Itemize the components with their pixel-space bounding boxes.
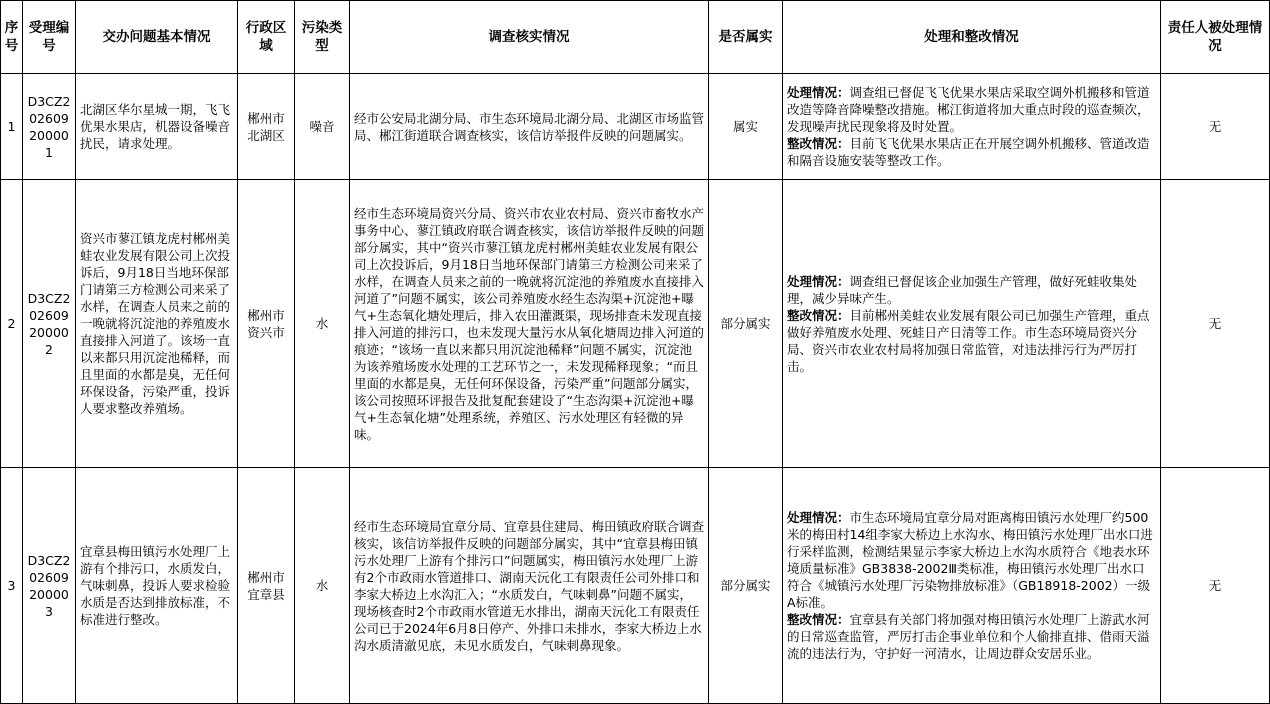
handling-text: 市生态环境局宜章分局对距离梅田镇污水处理厂约500米的梅田村14组李家大桥边上水沟水、梅田镇污水处理厂出水口进行采样监测，检测结果显示李家大桥边上水沟水质符合《地表水环境质量标准》GB3838-2002Ⅲ类标准，梅田镇污水处理厂出水口符合《城镇污水处理厂污染物排放标准》（GB18918-2002）一级A标准。 xyxy=(787,510,1153,610)
row-id: D3CZ202609200001 xyxy=(23,74,76,180)
row-seq: 1 xyxy=(1,74,23,180)
row-accountability: 无 xyxy=(1161,74,1270,180)
row-type: 水 xyxy=(295,468,350,704)
rectify-text: 宜章县有关部门将加强对梅田镇污水处理厂上游武水河的日常巡查监管，严厉打击企事业单位和个人偷排直排、借雨天溢流的违法行为，守护好一河清水，让周边群众安居乐业。 xyxy=(787,612,1150,661)
row-verified: 部分属实 xyxy=(709,468,783,704)
row-accountability: 无 xyxy=(1161,180,1270,468)
row-accountability: 无 xyxy=(1161,468,1270,704)
row-id: D3CZ202609200003 xyxy=(23,468,76,704)
row-id: D3CZ202609200002 xyxy=(23,180,76,468)
rectify-text: 目前郴州美蛙农业发展有限公司已加强生产管理，重点做好养殖废水处理、死蛙日产日清等工作。市生态环境局资兴分局、资兴市农业农村局将加强日常监管，对违法排污行为严厉打击。 xyxy=(787,307,1150,374)
row-region: 郴州市资兴市 xyxy=(238,180,295,468)
row-issue: 北湖区华尔星城一期，飞飞优果水果店，机器设备噪音扰民，请求处理。 xyxy=(76,74,238,180)
handling-label: 处理情况： xyxy=(787,510,850,525)
header-type: 污染类型 xyxy=(295,1,350,74)
handling-label: 处理情况： xyxy=(787,273,850,289)
row-issue: 宜章县梅田镇污水处理厂上游有个排污口，水质发白，气味刺鼻，投诉人要求检验水质是否达到排放标准，不标准进行整改。 xyxy=(76,468,238,704)
header-region: 行政区域 xyxy=(238,1,295,74)
rectify-label: 整改情况： xyxy=(787,612,850,627)
header-handling: 处理和整改情况 xyxy=(783,1,1161,74)
row-seq: 2 xyxy=(1,180,23,468)
row-investigation: 经市公安局北湖分局、市生态环境局北湖分局、北湖区市场监管局、郴江街道联合调查核实，该信访举报件反映的问题属实。 xyxy=(350,74,709,180)
table-row xyxy=(1,180,1270,468)
row-region: 郴州市宜章县 xyxy=(238,468,295,704)
handling-text: 调查组已督促飞飞优果水果店采取空调外机搬移和管道改造等降音降噪整改措施。郴江街道将加大重点时段的巡查频次，发现噪声扰民现象将及时处置。 xyxy=(787,85,1150,134)
header-seq: 序号 xyxy=(1,1,23,74)
row-issue: 资兴市蓼江镇龙虎村郴州美蛙农业发展有限公司上次投诉后，9月18日当地环保部门请第三方检测公司来采了水样，在调查人员来之前的一晚就将沉淀池的养殖废水直接排入河道了。该场一直以来都只用沉淀池稀释，而且里面的水都是臭，无任何环保设备，污染严重，投诉人要求整改养殖场。 xyxy=(76,180,238,468)
rectify-text: 目前飞飞优果水果店正在开展空调外机搬移、管道改造和隔音设施安装等整改工作。 xyxy=(787,136,1150,168)
row-region: 郴州市北湖区 xyxy=(238,74,295,180)
header-investigation: 调查核实情况 xyxy=(350,1,709,74)
row-verified: 属实 xyxy=(709,74,783,180)
header-verified: 是否属实 xyxy=(709,1,783,74)
row-investigation: 经市生态环境局宜章分局、宜章县住建局、梅田镇政府联合调查核实，该信访举报件反映的问题部分属实，其中“宜章县梅田镇污水处理厂上游有个排污口”问题属实，梅田镇污水处理厂上游有2个市政雨水管道排口、湖南天沅化工有限责任公司外排口和李家大桥边上水沟汇入；“水质发白，气味刺鼻”问题不属实，现场核查时2个市政雨水管道无水排出，湖南天沅化工有限责任公司已于2024年6月8日停产、外排口未排水，李家大桥边上水沟水质清澈见底，未见水质发白，气味刺鼻现象。 xyxy=(350,468,709,704)
row-seq: 3 xyxy=(1,468,23,704)
table-row xyxy=(1,468,1270,704)
table-row xyxy=(1,74,1270,180)
handling-text: 调查组已督促该企业加强生产管理，做好死蛙收集处理，减少异味产生。 xyxy=(787,273,1138,306)
row-handling xyxy=(783,74,1161,180)
header-accountability: 责任人被处理情况 xyxy=(1161,1,1270,74)
handling-label: 处理情况： xyxy=(787,85,850,100)
rectify-label: 整改情况： xyxy=(787,307,850,323)
row-type: 水 xyxy=(295,180,350,468)
row-handling xyxy=(783,180,1161,468)
row-handling xyxy=(783,468,1161,704)
row-investigation: 经市生态环境局资兴分局、资兴市农业农村局、资兴市畜牧水产事务中心、蓼江镇政府联合调查核实，该信访举报件反映的问题部分属实，其中“资兴市蓼江镇龙虎村郴州美蛙农业发展有限公司上次投诉后，9月18日当地环保部门请第三方检测公司来采了水样，在调查人员来之前的一晚就将沉淀池的养殖废水直接排入河道了”问题不属实，该公司养殖废水经生态沟渠+沉淀池+曝气+生态氧化塘处理后，排入农田灌溉渠，现场排查未发现直接排入河道的排污口，也未发现大量污水从氧化塘周边排入河道的痕迹；“该场一直以来都只用沉淀池稀释”问题不属实，沉淀池为该养殖场废水处理的工艺环节之一，未发现稀释现象；“而且里面的水都是臭，无任何环保设备，污染严重”问题部分属实，该公司按照环评报告及批复配套建设了“生态沟渠+沉淀池+曝气+生态氧化塘”处理系统，养殖区、污水处理区有轻微的异味。 xyxy=(350,180,709,468)
rectify-label: 整改情况： xyxy=(787,136,850,151)
row-type: 噪音 xyxy=(295,74,350,180)
header-row xyxy=(1,1,1270,74)
row-verified: 部分属实 xyxy=(709,180,783,468)
header-issue: 交办问题基本情况 xyxy=(76,1,238,74)
header-id: 受理编号 xyxy=(23,1,76,74)
